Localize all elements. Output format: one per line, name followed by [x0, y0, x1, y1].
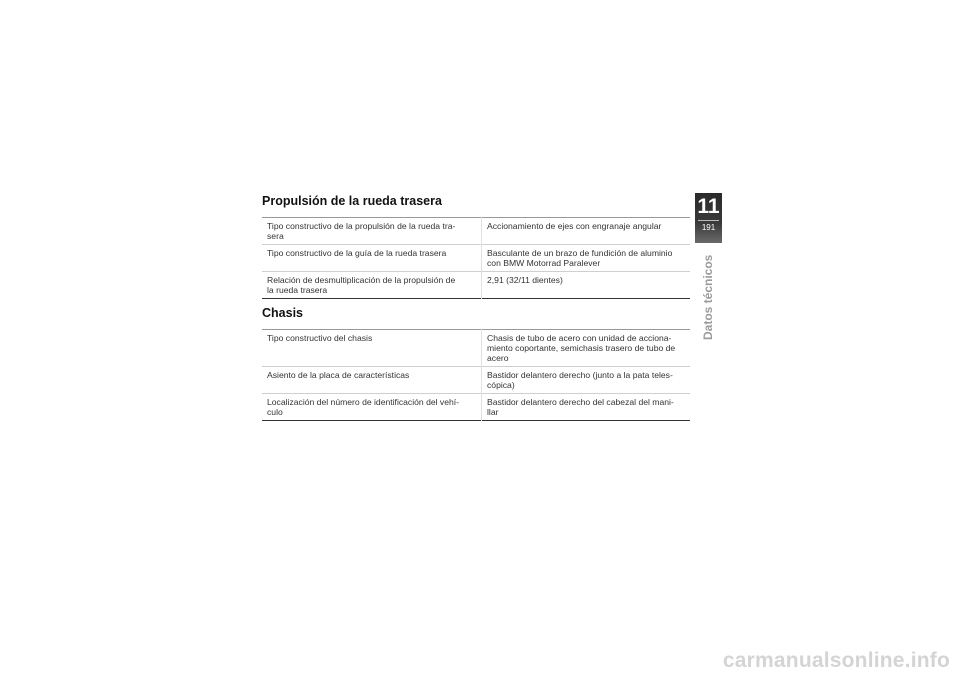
watermark: carmanualsonline.info: [722, 649, 950, 672]
chapter-tab-divider: [698, 220, 719, 221]
spec-label: Tipo constructivo de la guía de la rueda trasera: [262, 245, 482, 272]
table-row: [262, 330, 690, 367]
spec-label: Asiento de la placa de características: [262, 367, 482, 394]
chapter-side-label-text: Datos técnicos: [701, 254, 715, 340]
chapter-tab: [695, 193, 722, 243]
spec-label: Tipo constructivo de la propulsión de la rueda tra- sera: [267, 221, 456, 241]
table-row: [262, 245, 690, 272]
table-row: [262, 218, 690, 245]
spec-label: Relación de desmultiplicación de la propulsión de la rueda trasera: [262, 272, 482, 299]
page-number: 191: [701, 223, 716, 232]
section-title-propulsion: Propulsión de la rueda trasera: [262, 194, 442, 208]
chapter-number: 11: [697, 195, 720, 218]
table-row: [262, 394, 690, 421]
spec-label: Tipo constructivo del chasis: [267, 333, 373, 343]
spec-value: Accionamiento de ejes con engranaje angular: [482, 218, 691, 245]
page-content: [262, 193, 690, 421]
spec-value: 2,91 (32/11 dientes): [482, 272, 691, 299]
spec-table-propulsion: [262, 217, 690, 299]
spec-label: Localización del número de identificación del vehí- culo: [262, 394, 482, 421]
spec-value: Chasis de tubo de acero con unidad de acciona- miento coportante, semichasis trasero de tubo de acero: [482, 330, 691, 367]
spec-table-chasis: [262, 329, 690, 421]
spec-value: Bastidor delantero derecho (junto a la pata teles- cópica): [482, 367, 691, 394]
spec-value: Basculante de un brazo de fundición de aluminio con BMW Motorrad Paralever: [482, 245, 691, 272]
table-row: [262, 272, 690, 299]
table-row: [262, 367, 690, 394]
spec-value: Bastidor delantero derecho del cabezal del mani- llar: [482, 394, 691, 421]
section-title-chasis: Chasis: [262, 306, 303, 320]
